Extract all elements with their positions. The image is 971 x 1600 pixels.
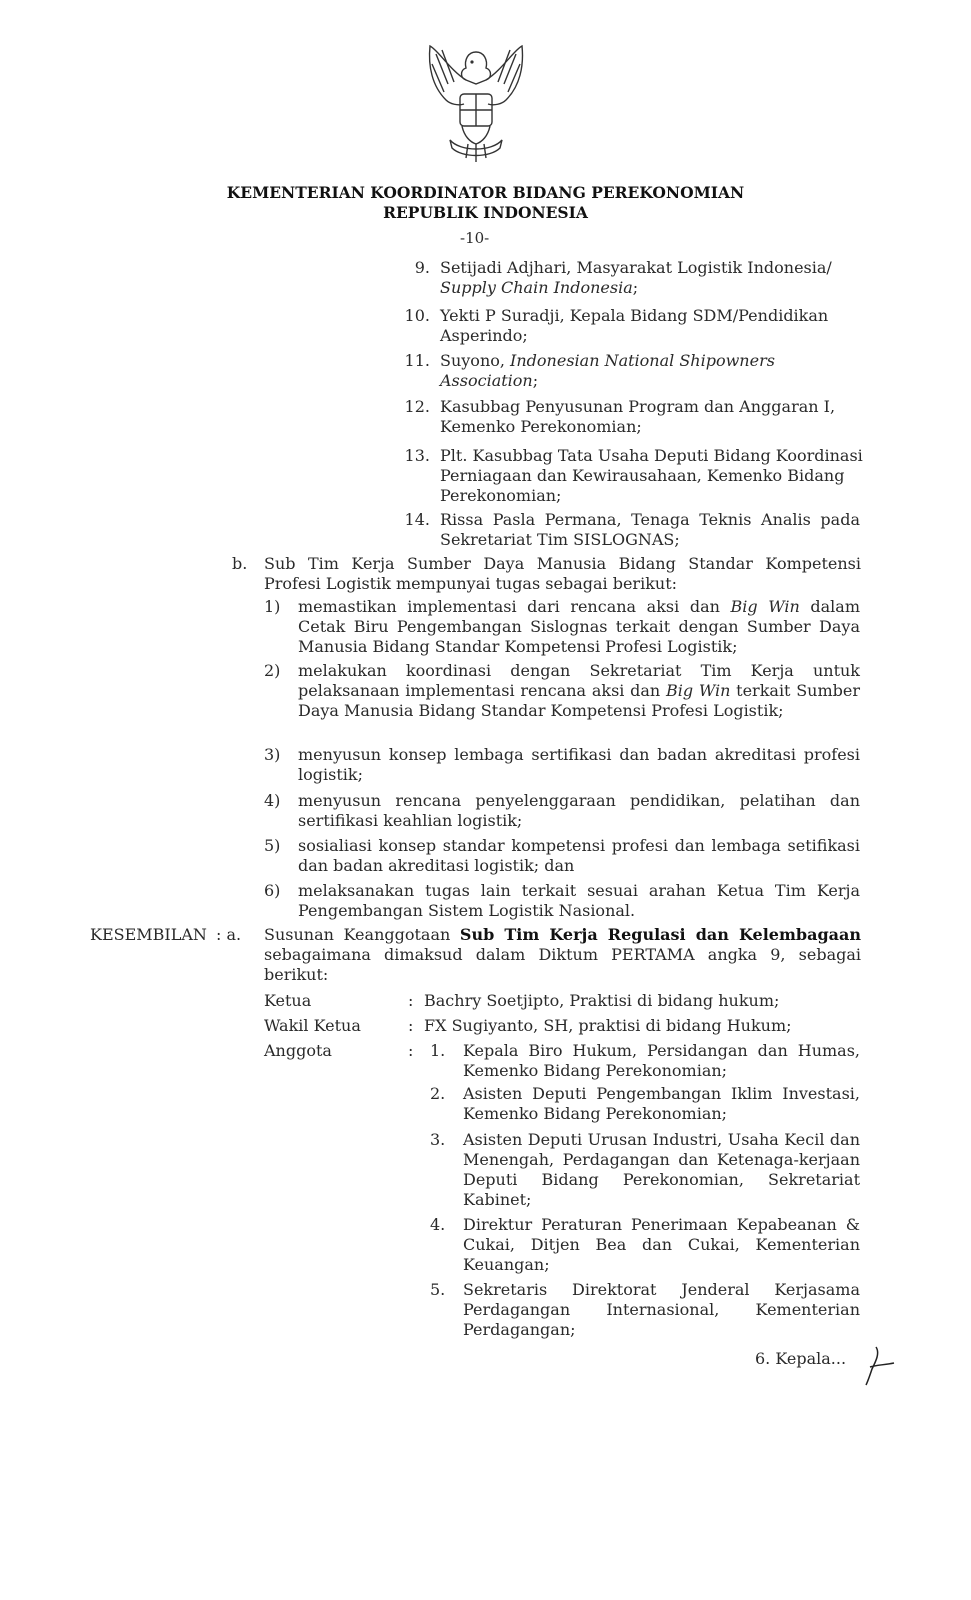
- anggota-5-text: Sekretaris Direktorat Jenderal Kerjasama Perdagangan Internasional, Kementerian Perdagangan;: [463, 1280, 860, 1339]
- duty-2-text: melakukan koordinasi dengan Sekretariat Tim Kerja untuk pelaksanaan implementasi rencana aksi dan Big Win terkait Sumber Daya Manusia Bidang Standar Kompetensi Profesi Logistik;: [298, 661, 861, 720]
- anggota-2-text: Asisten Deputi Pengembangan Iklim Investasi, Kemenko Bidang Perekonomian;: [463, 1084, 860, 1123]
- member-13-text: Plt. Kasubbag Tata Usaha Deputi Bidang Koordinasi Perniagaan dan Kewirausahaan, Kemenko Bidang Perekonomian;: [440, 446, 863, 505]
- initial-signature-icon: [862, 1345, 898, 1387]
- anggota-1-text: Kepala Biro Hukum, Persidangan dan Humas, Kemenko Bidang Perekonomian;: [463, 1041, 860, 1080]
- member-10-number: 10.: [404, 306, 430, 325]
- member-12-text: Kasubbag Penyusunan Program dan Anggaran I, Kemenko Perekonomian;: [440, 397, 836, 436]
- member-14-number: 14.: [404, 510, 430, 529]
- member-10-text: Yekti P Suradji, Kepala Bidang SDM/Pendidikan Asperindo;: [440, 306, 829, 345]
- wakil-ketua-label: Wakil Ketua: [264, 1016, 361, 1035]
- continuation-marker: 6. Kepala...: [755, 1349, 847, 1368]
- wakil-ketua-colon: :: [408, 1016, 414, 1035]
- duty-1-text: memastikan implementasi dari rencana aksi dan Big Win dalam Cetak Biru Pengembangan Sislognas terkait dengan Sumber Daya Manusia Bidang Standar Kompetensi Profesi Logistik;: [298, 597, 860, 656]
- wakil-ketua-value: FX Sugiyanto, SH, praktisi di bidang Hukum;: [424, 1016, 792, 1035]
- member-9-number: 9.: [414, 258, 430, 277]
- member-14-text: Rissa Pasla Permana, Tenaga Teknis Analis pada Sekretariat Tim SISLOGNAS;: [440, 510, 860, 549]
- member-13-number: 13.: [404, 446, 430, 465]
- ministry-title: KEMENTERIAN KOORDINATOR BIDANG PEREKONOMIAN: [226, 183, 745, 202]
- member-11-number: 11.: [404, 351, 430, 370]
- duty-3-number: 3): [264, 745, 281, 764]
- ketua-label: Ketua: [264, 991, 312, 1010]
- duty-4-number: 4): [264, 791, 281, 810]
- garuda-emblem-icon: [420, 40, 532, 168]
- duty-3-text: menyusun konsep lembaga sertifikasi dan badan akreditasi profesi logistik;: [298, 745, 860, 784]
- section-b-label: b.: [232, 554, 248, 573]
- section-b-intro: Sub Tim Kerja Sumber Daya Manusia Bidang Standar Kompetensi Profesi Logistik mempunyai tugas sebagai berikut:: [264, 554, 861, 593]
- duty-1-number: 1): [264, 597, 281, 616]
- anggota-2-number: 2.: [430, 1084, 446, 1103]
- member-12-number: 12.: [404, 397, 430, 416]
- member-11-text: Suyono, Indonesian National Shipowners Association;: [440, 351, 775, 390]
- anggota-3-number: 3.: [430, 1130, 446, 1149]
- anggota-4-number: 4.: [430, 1215, 446, 1234]
- ketua-colon: :: [408, 991, 414, 1010]
- page-number: -10-: [460, 229, 490, 247]
- duty-5-number: 5): [264, 836, 281, 855]
- diktum-label: KESEMBILAN: [90, 925, 207, 944]
- anggota-colon: :: [408, 1041, 414, 1060]
- duty-2-number: 2): [264, 661, 281, 680]
- anggota-1-number: 1.: [430, 1041, 446, 1060]
- diktum-separator: : a.: [216, 925, 242, 944]
- duty-6-text: melaksanakan tugas lain terkait sesuai arahan Ketua Tim Kerja Pengembangan Sistem Logistik Nasional.: [298, 881, 860, 920]
- anggota-3-text: Asisten Deputi Urusan Industri, Usaha Kecil dan Menengah, Perdagangan dan Ketenaga-kerjaan Deputi Bidang Perekonomian, Sekretariat Kabinet;: [463, 1130, 860, 1209]
- diktum-intro: Susunan Keanggotaan Sub Tim Kerja Regulasi dan Kelembagaan sebagaimana dimaksud dalam Diktum PERTAMA angka 9, sebagai berikut:: [264, 925, 861, 984]
- anggota-4-text: Direktur Peraturan Penerimaan Kepabeanan & Cukai, Ditjen Bea dan Cukai, Kementerian Keuangan;: [463, 1215, 860, 1274]
- member-9-text: Setijadi Adjhari, Masyarakat Logistik Indonesia/ Supply Chain Indonesia;: [440, 258, 832, 297]
- duty-5-text: sosialiasi konsep standar kompetensi profesi dan lembaga setifikasi dan badan akreditasi logistik; dan: [298, 836, 860, 875]
- anggota-5-number: 5.: [430, 1280, 446, 1299]
- republic-title: REPUBLIK INDONESIA: [383, 203, 588, 222]
- anggota-label: Anggota: [264, 1041, 332, 1060]
- duty-4-text: menyusun rencana penyelenggaraan pendidikan, pelatihan dan sertifikasi keahlian logistik;: [298, 791, 860, 830]
- duty-6-number: 6): [264, 881, 281, 900]
- ketua-value: Bachry Soetjipto, Praktisi di bidang hukum;: [424, 991, 780, 1010]
